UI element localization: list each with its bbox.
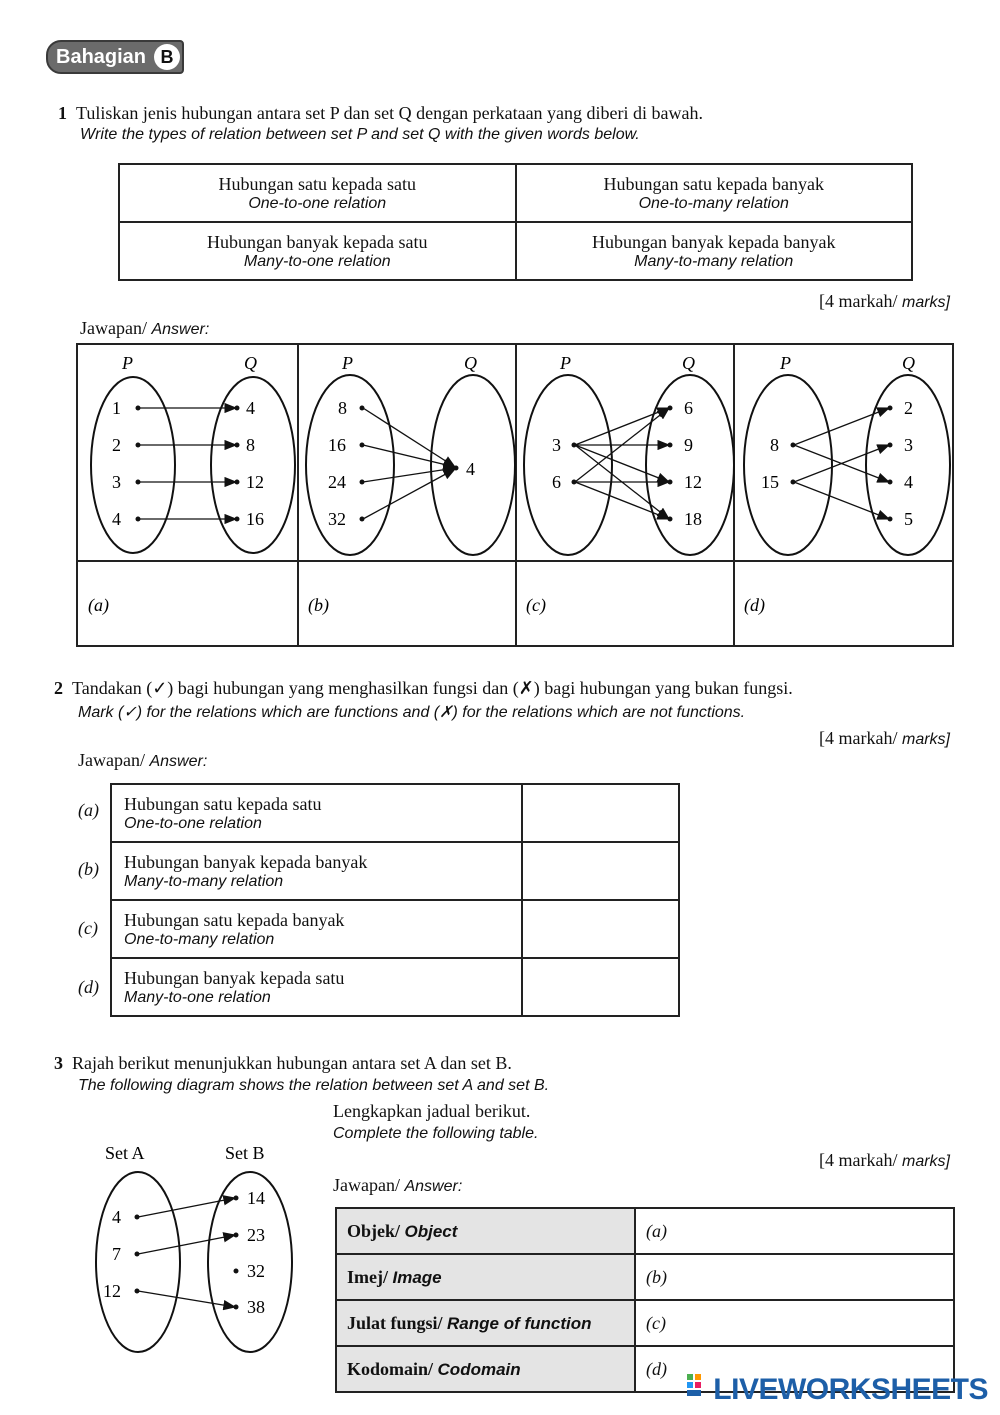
q1-answer-box-c[interactable] — [552, 571, 728, 635]
diagram-c — [524, 353, 734, 555]
q2-answer-label: Jawapan/ Answer: — [78, 750, 208, 770]
q1-option: Hubungan satu kepada banyak One-to-many relation — [516, 164, 913, 222]
set-p-ellipse — [306, 375, 394, 555]
element: 8 — [338, 398, 347, 418]
q3-row-header: Objek/ Object — [336, 1208, 635, 1254]
q2-answer-cell[interactable] — [522, 900, 679, 958]
table-row — [336, 1300, 954, 1346]
q2-answer-cell[interactable] — [522, 842, 679, 900]
q2-answer-cell[interactable] — [522, 784, 679, 842]
element: 23 — [247, 1225, 265, 1245]
q1-text — [58, 103, 703, 124]
q1-diagram-grid — [76, 343, 954, 647]
q2-row-label: (a) — [78, 800, 99, 820]
diagram-a-p-label: P — [122, 353, 133, 373]
q3-marks: [4 markah/ marks] — [819, 1150, 950, 1170]
q2-text-en: Mark (✓) for the relations which are functions and (✗) for the relations which are not functions. — [78, 704, 746, 721]
diagram-b — [306, 353, 515, 555]
q2-relation: Hubungan banyak kepada satu Many-to-one relation — [111, 958, 522, 1016]
liveworksheets-watermark — [687, 1373, 988, 1408]
q2-relation: Hubungan satu kepada banyak One-to-many relation — [111, 900, 522, 958]
table-row — [336, 1254, 954, 1300]
q3-text-ms: Rajah berikut menunjukkan hubungan antara set A dan set B. — [72, 1053, 512, 1073]
set-a-ellipse — [96, 1172, 180, 1352]
diagram-c-q-label: Q — [682, 353, 695, 373]
q3-text — [54, 1053, 512, 1074]
q1-option: Hubungan banyak kepada banyak Many-to-many relation — [516, 222, 913, 280]
section-letter: B — [154, 44, 180, 70]
q2-table — [110, 783, 680, 1017]
element: 12 — [684, 472, 702, 492]
q2-relation: Hubungan banyak kepada banyak Many-to-many relation — [111, 842, 522, 900]
element: 16 — [328, 435, 346, 455]
diagram-c-p-label: P — [560, 353, 571, 373]
q2-relation: Hubungan satu kepada satu One-to-one relation — [111, 784, 522, 842]
element: 8 — [770, 435, 779, 455]
q1-option: Hubungan banyak kepada satu Many-to-one relation — [119, 222, 516, 280]
element: 4 — [112, 509, 121, 529]
element: 14 — [247, 1188, 265, 1208]
diagram-a — [91, 353, 295, 553]
q1-number: 1 — [58, 103, 67, 123]
q2-answer-cell[interactable] — [522, 958, 679, 1016]
q3-row-header: Imej/ Image — [336, 1254, 635, 1300]
element: 32 — [328, 509, 346, 529]
element: 16 — [246, 509, 264, 529]
element: 12 — [103, 1281, 121, 1301]
q3-diagram — [90, 1140, 320, 1370]
q1-text-ms: Tuliskan jenis hubungan antara set P dan set Q dengan perkataan yang diberi di bawah. — [76, 103, 704, 123]
set-p-ellipse — [91, 377, 175, 553]
set-p-ellipse — [744, 375, 832, 555]
diagram-b-q-label: Q — [464, 353, 477, 373]
q3-row-header: Julat fungsi/ Range of function — [336, 1300, 635, 1346]
q3-answer-cell[interactable]: (a) — [635, 1208, 954, 1254]
element: 1 — [112, 398, 121, 418]
element: 8 — [246, 435, 255, 455]
q2-marks: [4 markah/ marks] — [819, 728, 950, 748]
diagram-d-p-label: P — [780, 353, 791, 373]
q1-text-en: Write the types of relation between set P and set Q with the given words below. — [80, 126, 640, 143]
q1-marks: [4 markah/ marks] — [819, 291, 950, 311]
q3-answer-label: Jawapan/ Answer: — [333, 1175, 463, 1195]
element: 9 — [684, 435, 693, 455]
q3-answer-cell[interactable]: (b) — [635, 1254, 954, 1300]
element: 7 — [112, 1244, 121, 1264]
answer-label-c: (c) — [526, 595, 546, 615]
q1-answer-box-d[interactable] — [770, 571, 946, 635]
q2-row-label: (b) — [78, 859, 99, 879]
q3-answer-cell[interactable]: (d) — [635, 1346, 954, 1392]
element: 6 — [552, 472, 561, 492]
table-row — [111, 958, 679, 1016]
element: 12 — [246, 472, 264, 492]
table-row — [336, 1208, 954, 1254]
table-row — [111, 842, 679, 900]
element: 2 — [112, 435, 121, 455]
element: 3 — [112, 472, 121, 492]
element: 4 — [246, 398, 255, 418]
q2-text-ms: Tandakan (✓) bagi hubungan yang menghasilkan fungsi dan (✗) bagi hubungan yang bukan fungsi. — [72, 678, 793, 698]
diagram-d-q-label: Q — [902, 353, 915, 373]
q1-answer-box-b[interactable] — [334, 571, 510, 635]
element: 18 — [684, 509, 702, 529]
q1-answer-box-a[interactable] — [114, 571, 292, 635]
diagram-a-q-label: Q — [244, 353, 257, 373]
q3-row-header: Kodomain/ Codomain — [336, 1346, 635, 1392]
q1-answer-label: Jawapan/ Answer: — [80, 318, 210, 338]
section-badge — [46, 40, 184, 74]
element: 2 — [904, 398, 913, 418]
q2-number: 2 — [54, 678, 63, 698]
answer-label-d: (d) — [744, 595, 765, 615]
q2-text — [54, 678, 793, 699]
q3-instr-en: Complete the following table. — [333, 1125, 539, 1142]
q3-answer-cell[interactable]: (c) — [635, 1300, 954, 1346]
q2-row-label: (d) — [78, 977, 99, 997]
table-row — [111, 900, 679, 958]
element: 4 — [904, 472, 913, 492]
element: 4 — [466, 459, 475, 479]
set-p-ellipse — [524, 375, 612, 555]
q3-text-en: The following diagram shows the relation between set A and set B. — [78, 1077, 550, 1094]
table-row — [111, 784, 679, 842]
element: 3 — [552, 435, 561, 455]
set-b-label: Set B — [225, 1143, 265, 1163]
watermark-text: LIVEWORKSHEETS — [713, 1373, 988, 1406]
element: 5 — [904, 509, 913, 529]
liveworksheets-logo-icon — [687, 1374, 709, 1408]
element: 15 — [761, 472, 779, 492]
element: 6 — [684, 398, 693, 418]
element: 3 — [904, 435, 913, 455]
q1-options-table — [118, 163, 913, 281]
q1-option: Hubungan satu kepada satu One-to-one relation — [119, 164, 516, 222]
diagram-d — [744, 353, 950, 555]
set-a-label: Set A — [105, 1143, 145, 1163]
element: 24 — [328, 472, 346, 492]
q2-row-label: (c) — [78, 918, 98, 938]
element: 32 — [247, 1261, 265, 1281]
answer-label-b: (b) — [308, 595, 329, 615]
diagram-b-p-label: P — [342, 353, 353, 373]
element: 38 — [247, 1297, 265, 1317]
q3-number: 3 — [54, 1053, 63, 1073]
section-label: Bahagian — [56, 46, 147, 68]
answer-label-a: (a) — [88, 595, 109, 615]
q3-table — [335, 1207, 955, 1393]
q3-instr-ms: Lengkapkan jadual berikut. — [333, 1101, 531, 1121]
element: 4 — [112, 1207, 121, 1227]
